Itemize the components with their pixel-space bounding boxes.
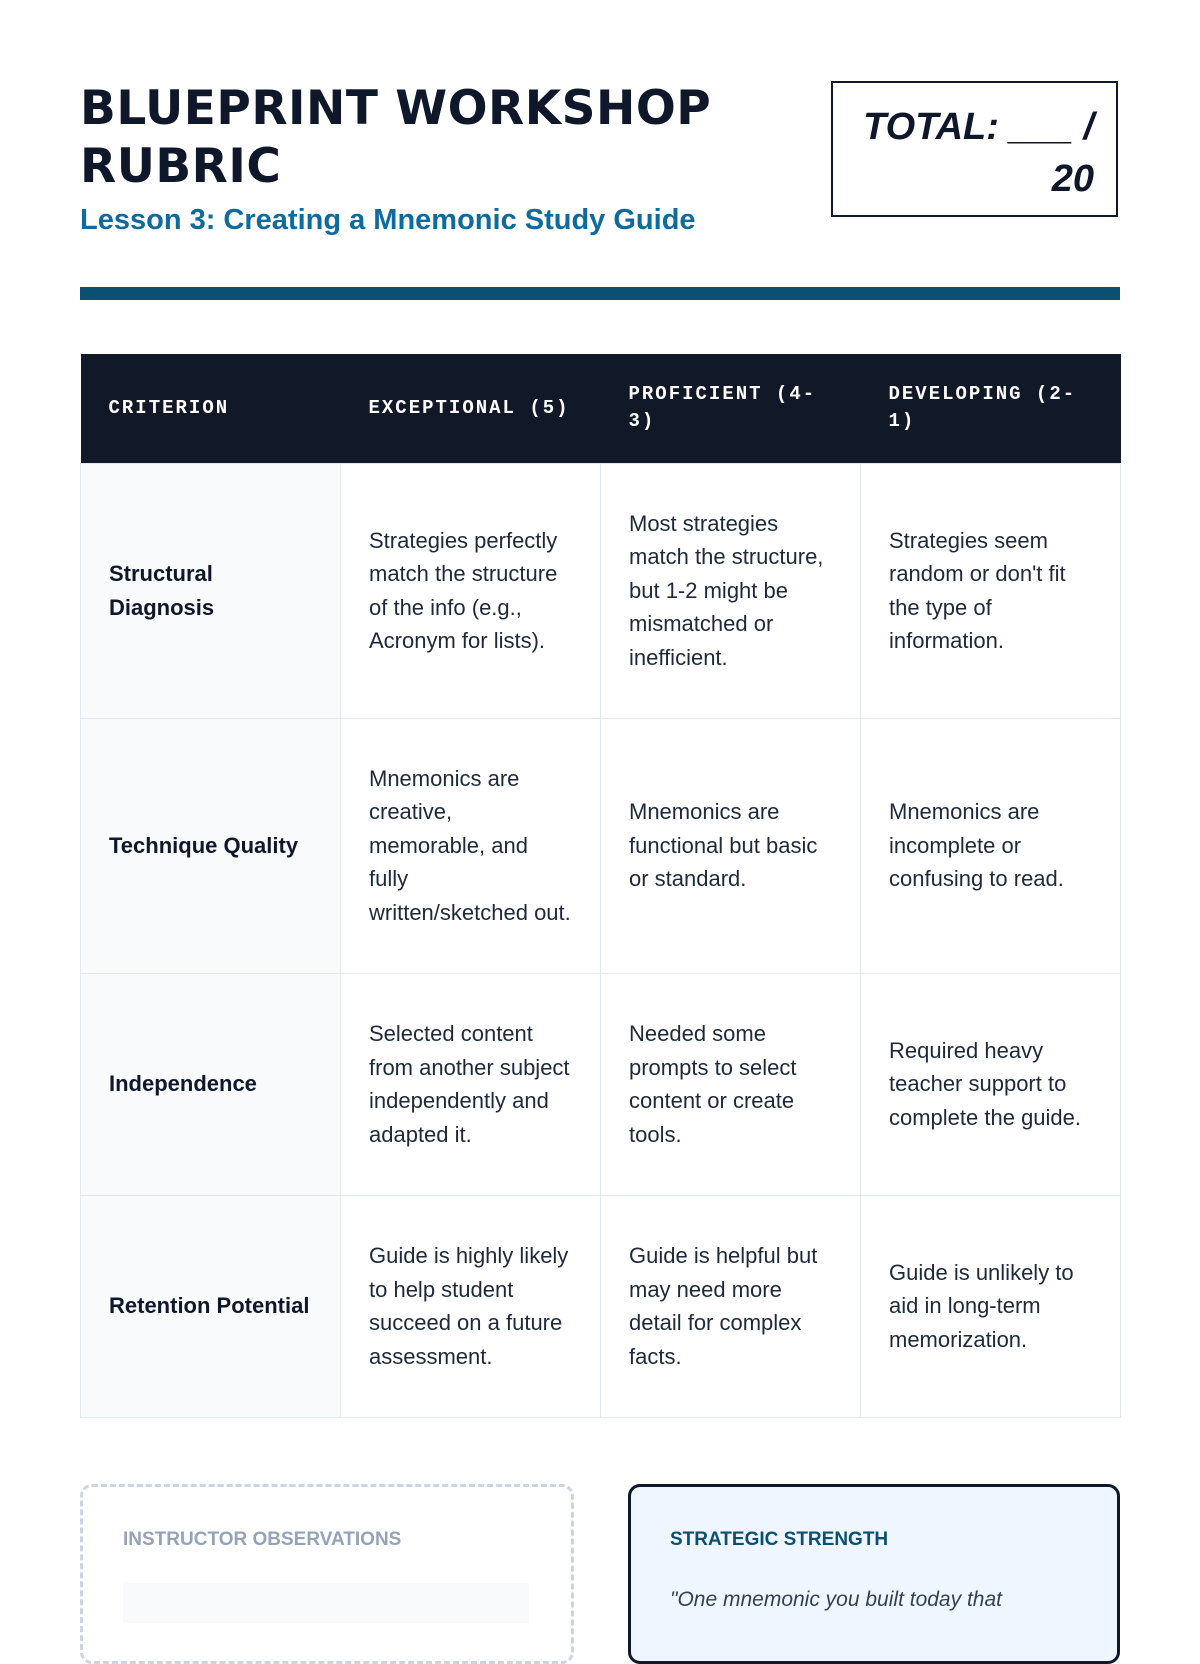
observations-label: INSTRUCTOR OBSERVATIONS <box>123 1529 402 1550</box>
table-row <box>81 1195 1121 1417</box>
lesson-subtitle: Lesson 3: Creating a Mnemonic Study Guide <box>80 204 696 236</box>
column-header-proficient: PROFICIENT (4-3) <box>601 354 861 463</box>
column-header-criterion: CRITERION <box>81 354 341 463</box>
proficient-cell: Most strategies match the structure, but 1-2 might be mismatched or inefficient. <box>601 463 861 718</box>
observations-writing-area[interactable] <box>123 1583 529 1623</box>
criterion-cell: Technique Quality <box>81 718 341 973</box>
exceptional-cell: Strategies perfectly match the structure of the info (e.g., Acronym for lists). <box>341 463 601 718</box>
developing-cell: Guide is unlikely to aid in long-term memorization. <box>861 1195 1121 1417</box>
table-row <box>81 973 1121 1195</box>
proficient-cell: Needed some prompts to select content or create tools. <box>601 973 861 1195</box>
developing-cell: Required heavy teacher support to complete the guide. <box>861 973 1121 1195</box>
proficient-cell: Mnemonics are functional but basic or standard. <box>601 718 861 973</box>
instructor-observations-panel <box>80 1484 574 1664</box>
strength-label: STRATEGIC STRENGTH <box>670 1529 889 1550</box>
header-row <box>81 354 1121 463</box>
proficient-cell: Guide is helpful but may need more detail for complex facts. <box>601 1195 861 1417</box>
column-header-exceptional: EXCEPTIONAL (5) <box>341 354 601 463</box>
exceptional-cell: Selected content from another subject independently and adapted it. <box>341 973 601 1195</box>
rubric-header <box>81 354 1121 463</box>
header-divider <box>80 287 1120 300</box>
criterion-cell: Retention Potential <box>81 1195 341 1417</box>
page-title: BLUEPRINT WORKSHOP RUBRIC <box>80 81 712 194</box>
developing-cell: Mnemonics are incomplete or confusing to read. <box>861 718 1121 973</box>
table-row <box>81 463 1121 718</box>
column-header-developing: DEVELOPING (2-1) <box>861 354 1121 463</box>
total-score-box: TOTAL: ___ / 20 <box>831 81 1118 217</box>
developing-cell: Strategies seem random or don't fit the type of information. <box>861 463 1121 718</box>
exceptional-cell: Guide is highly likely to help student succeed on a future assessment. <box>341 1195 601 1417</box>
rubric-table <box>80 354 1121 1418</box>
table-row <box>81 718 1121 973</box>
strategic-strength-panel <box>628 1484 1120 1664</box>
criterion-cell: Structural Diagnosis <box>81 463 341 718</box>
criterion-cell: Independence <box>81 973 341 1195</box>
exceptional-cell: Mnemonics are creative, memorable, and fully written/sketched out. <box>341 718 601 973</box>
strength-prompt: "One mnemonic you built today that <box>670 1588 1002 1611</box>
